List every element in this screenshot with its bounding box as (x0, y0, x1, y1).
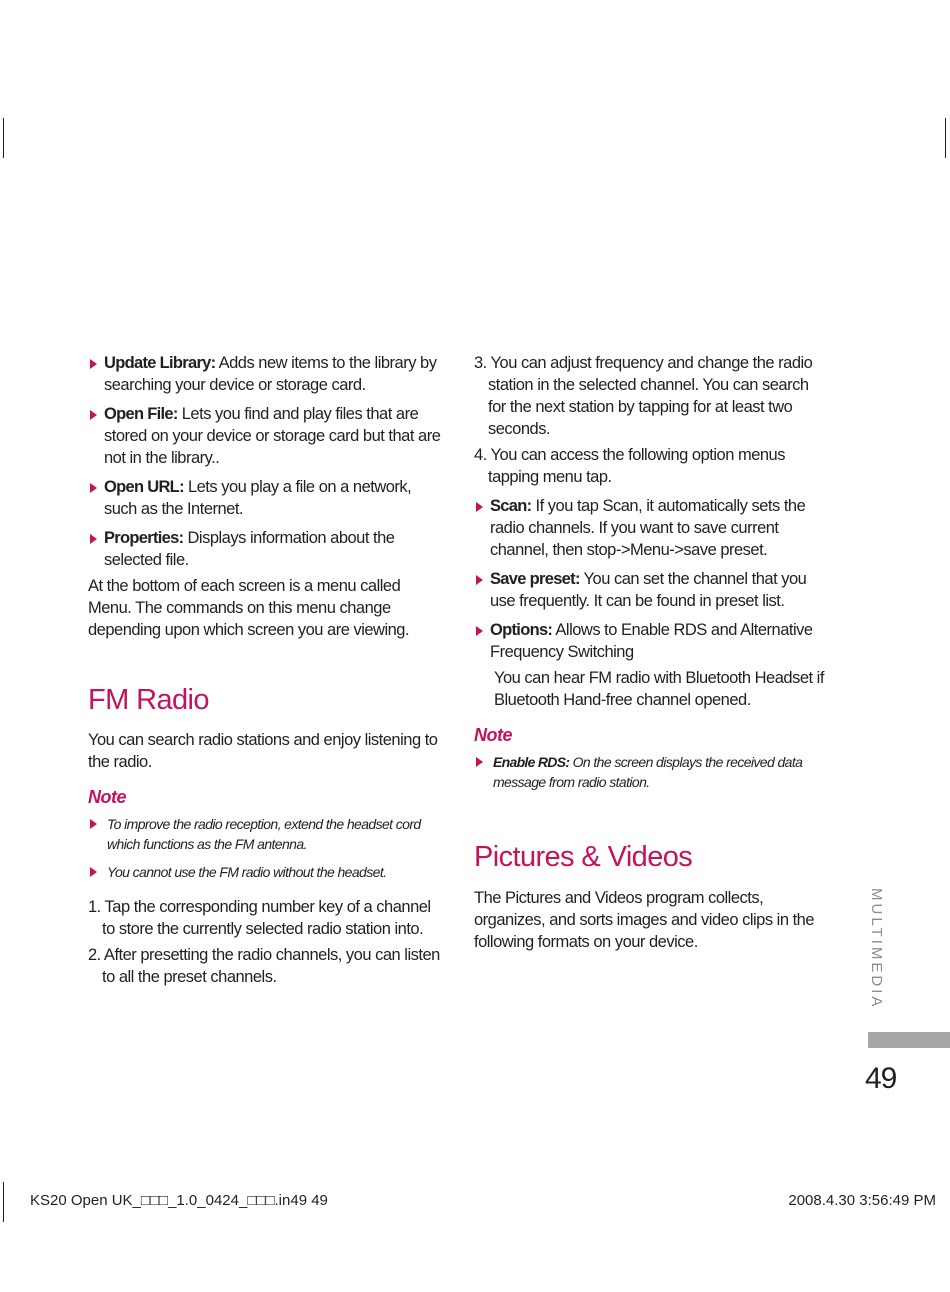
note-label: Enable RDS: (493, 754, 570, 770)
bullet-label: Options: (490, 621, 553, 639)
bullet-update-library (88, 352, 443, 396)
bullet-label: Update Library: (104, 354, 216, 372)
bullet-save-preset (474, 568, 824, 612)
note-text: On the screen displays the received data message from radio station. (493, 754, 803, 790)
left-column (88, 352, 443, 992)
step-1: 1. Tap the corresponding number key of a channel to store the currently selected radio station into. (88, 898, 431, 938)
bullet-text: Displays information about the selected file. (104, 529, 395, 569)
section-side-label: MULTIMEDIA (868, 888, 885, 1010)
bullet-label: Scan: (490, 497, 532, 515)
bullet-text: Adds new items to the library by searching your device or storage card. (104, 354, 437, 394)
bullet-open-file (88, 403, 443, 469)
bullet-text: Lets you find and play files that are stored on your device or storage card but that are not in the library.. (104, 405, 441, 467)
fm-radio-heading: FM Radio (88, 684, 209, 716)
note-item (474, 752, 824, 792)
note-item (88, 814, 443, 854)
bullet-label: Save preset: (490, 570, 580, 588)
bullet-text: Lets you play a file on a network, such as the Internet. (104, 478, 412, 518)
bullet-text: Allows to Enable RDS and Alternative Frequency Switching (490, 621, 813, 661)
step-2: 2. After presetting the radio channels, you can listen to all the preset channels. (88, 946, 440, 986)
triangle-bullet-icon (90, 359, 97, 369)
bullet-label: Open URL: (104, 478, 184, 496)
bluetooth-paragraph: You can hear FM radio with Bluetooth Headset if Bluetooth Hand-free channel opened. (494, 669, 824, 709)
step-4: 4. You can access the following option menus tapping menu tap. (474, 446, 785, 486)
triangle-bullet-icon (90, 867, 97, 877)
bullet-text: You can set the channel that you use frequently. It can be found in preset list. (490, 570, 807, 610)
triangle-bullet-icon (476, 626, 483, 636)
bullet-open-url (88, 476, 443, 520)
triangle-bullet-icon (476, 502, 483, 512)
triangle-bullet-icon (476, 757, 483, 767)
footer-timestamp: 2008.4.30 3:56:49 PM (788, 1192, 936, 1209)
footer-file-info: KS20 Open UK_□□□_1.0_0424_□□□.in49 49 (30, 1192, 328, 1209)
crop-mark-top-right (945, 118, 946, 158)
section-side-bar (868, 1032, 950, 1048)
bullet-options (474, 619, 824, 663)
note-item (88, 862, 443, 882)
triangle-bullet-icon (476, 575, 483, 585)
bullet-label: Properties: (104, 529, 184, 547)
bullet-properties (88, 527, 443, 571)
crop-mark-bottom-left (3, 1182, 4, 1222)
crop-mark-top-left (3, 118, 4, 158)
menu-paragraph: At the bottom of each screen is a menu called Menu. The commands on this menu change depending upon which screen you are viewing. (88, 577, 410, 639)
pictures-paragraph: The Pictures and Videos program collects, organizes, and sorts images and video clips in the following formats on your device. (474, 889, 815, 951)
bullet-scan (474, 495, 824, 561)
note-text: To improve the radio reception, extend the headset cord which functions as the FM antenna. (107, 816, 421, 852)
fm-intro-paragraph: You can search radio stations and enjoy listening to the radio. (88, 731, 438, 771)
right-column (474, 352, 824, 953)
bullet-label: Open File: (104, 405, 178, 423)
note-text: You cannot use the FM radio without the headset. (107, 864, 387, 880)
triangle-bullet-icon (90, 483, 97, 493)
pictures-videos-heading: Pictures & Videos (474, 841, 693, 873)
bullet-text: If you tap Scan, it automatically sets the radio channels. If you want to save current channel, then stop->Menu->save preset. (490, 497, 806, 559)
page-number: 49 (865, 1062, 897, 1095)
triangle-bullet-icon (90, 410, 97, 420)
triangle-bullet-icon (90, 819, 97, 829)
step-3: 3. You can adjust frequency and change the radio station in the selected channel. You can search for the next station by tapping for at least two seconds. (474, 354, 813, 438)
note-title: Note (88, 787, 126, 807)
triangle-bullet-icon (90, 534, 97, 544)
note-title: Note (474, 725, 512, 745)
